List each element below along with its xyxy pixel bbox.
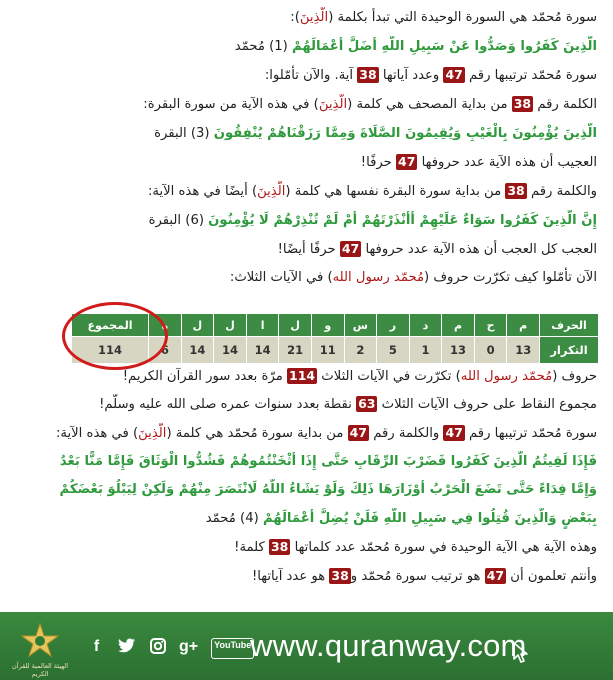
quran-verse-text: إِنَّ الَّذِينَ كَفَرُوا سَوَاءٌ عَلَيْهِمْ أَأَنْذَرْتَهُمْ أَمْ لَمْ تُنْذِرْهُمْ لَا يُؤْمِنُونَ	[208, 213, 597, 228]
social-links	[88, 638, 254, 659]
body-text: هو عدد آياتها!	[251, 569, 330, 584]
body-text: ) في هذه الآية:	[55, 426, 139, 441]
table-letter: ل	[279, 314, 312, 337]
body-text: ) في هذه الآية من سورة البقرة:	[143, 97, 319, 112]
text-line	[14, 394, 597, 416]
body-text: سورة مُحمّد ترتيبها رقم	[464, 426, 597, 441]
text-line	[14, 366, 597, 388]
highlighted-number: 47	[341, 241, 360, 256]
body-text: من بداية سورة البقرة نفسها هي كلمة (	[285, 184, 506, 199]
text-line	[14, 239, 597, 261]
highlighted-word: مُحمّد رسول الله	[332, 270, 425, 285]
highlighted-number: 114	[289, 368, 316, 383]
highlighted-number: 47	[349, 425, 368, 440]
table-count: 5	[377, 337, 410, 364]
body-text: (3) البقرة	[154, 126, 214, 141]
body-text: العجب كل العجب أن هذه الآية عدد حروفها	[361, 242, 597, 257]
text-line	[14, 508, 597, 530]
table-letter: ا	[246, 314, 279, 337]
text-line	[14, 537, 597, 559]
highlighted-word: مُحمّد رسول الله	[460, 369, 553, 384]
table-count-label: التكرار	[540, 337, 599, 364]
body-text: من بداية سورة مُحمّد هي كلمة (	[166, 426, 348, 441]
google-plus-icon[interactable]: g+	[179, 638, 199, 655]
table-count: 2	[344, 337, 377, 364]
table-count: 13	[442, 337, 475, 364]
body-text: حرفًا!	[360, 155, 397, 170]
instagram-icon[interactable]	[149, 638, 166, 659]
table-letter: ل	[181, 314, 214, 337]
text-line	[14, 7, 597, 29]
quran-verse-text: الَّذِينَ كَفَرُوا وَصَدُّوا عَنْ سَبِيلِ اللَّهِ أَضَلَّ أَعْمَالَهُمْ	[292, 39, 597, 54]
text-line	[14, 65, 597, 87]
text-line	[14, 36, 597, 58]
table-count: 13	[507, 337, 540, 364]
body-text: ) أيضًا في هذه الآية:	[147, 184, 258, 199]
body-text: والكلمة رقم	[369, 426, 444, 441]
body-text: (4) مُحمّد	[205, 511, 263, 526]
highlighted-number: 47	[445, 425, 463, 440]
text-line	[14, 566, 597, 588]
text-line	[14, 152, 597, 174]
table-letter: م	[507, 314, 540, 337]
body-text: هو ترتيب سورة مُحمّد و	[350, 569, 485, 584]
body-text: مرّة بعدد سور القرآن الكريم!	[122, 369, 287, 384]
website-url[interactable]: www.quranway.com	[250, 628, 527, 663]
body-text: (6) البقرة	[148, 213, 209, 228]
organization-logo	[4, 622, 76, 676]
text-line	[14, 181, 597, 203]
body-text: ):	[290, 10, 300, 25]
crest-icon	[18, 622, 62, 658]
body-text: ) تكرّرت في الآيات الثلاث	[317, 369, 461, 384]
table-letter: س	[344, 314, 377, 337]
text-line	[14, 123, 597, 145]
text-line	[14, 267, 597, 289]
body-text: (1) مُحمّد	[234, 39, 292, 54]
highlighted-number: 47	[486, 568, 505, 583]
body-text: مجموع النقاط على حروف الآيات الثلاث	[377, 397, 597, 412]
table-count: 11	[311, 337, 344, 364]
table-letter: ل	[214, 314, 247, 337]
text-line	[14, 210, 597, 232]
text-line	[14, 479, 597, 501]
highlighted-number: 38	[359, 67, 377, 82]
table-letter: ر	[377, 314, 410, 337]
cursor-icon	[512, 642, 532, 668]
sum-highlight-circle	[62, 302, 168, 370]
table-letter: د	[409, 314, 442, 337]
table-letter: م	[442, 314, 475, 337]
table-sum-label: المجموع	[72, 314, 149, 337]
highlighted-number: 47	[398, 154, 416, 169]
footer-banner	[0, 612, 613, 680]
highlighted-number: 38	[513, 96, 532, 111]
table-count: 21	[279, 337, 312, 364]
table-count: 14	[246, 337, 279, 364]
quran-verse-text: الَّذِينَ يُؤْمِنُونَ بِالْغَيْبِ وَيُقِيمُونَ الصَّلَاةَ وَمِمَّا رَزَقْنَاهُمْ يُنْفِقُونَ	[213, 126, 597, 141]
table-header-letter-label: الحرف	[540, 314, 599, 337]
highlighted-number: 63	[358, 396, 376, 411]
highlighted-word: الَّذِينَ	[299, 10, 329, 25]
logo-caption: الهيئة العالمية للقرآن الكريم	[12, 662, 68, 678]
highlighted-word: الَّذِينَ	[138, 426, 167, 441]
highlighted-number: 38	[270, 539, 289, 554]
body-text: والكلمة رقم	[526, 184, 597, 199]
body-text: آية. والآن تأمّلوا:	[264, 68, 358, 83]
body-text: الآن تأمّلوا كيف تكرّرت حروف (	[424, 270, 597, 285]
facebook-icon[interactable]: f	[93, 638, 100, 655]
body-text: حروف (	[552, 369, 597, 384]
twitter-icon[interactable]	[118, 638, 136, 659]
text-line	[14, 94, 597, 116]
highlighted-number: 38	[507, 183, 525, 198]
quran-verse-text: فَإِذَا لَقِيتُمُ الَّذِينَ كَفَرُوا فَضَرْبَ الرِّقَابِ حَتَّى إِذَا أَثْخَنْتُمُوهُمْ فَشُدُّوا الْوَثَاقَ فَإِمَّا مَنًّا بَعْدُ	[59, 454, 597, 469]
table-letter: و	[311, 314, 344, 337]
highlighted-word: الَّذِينَ	[318, 97, 348, 112]
table-count: 0	[474, 337, 507, 364]
table-letter: ه	[149, 314, 182, 337]
body-text: من بداية المصحف هي كلمة (	[347, 97, 512, 112]
body-text: الكلمة رقم	[533, 97, 597, 112]
body-text: حرفًا أيضًا!	[277, 242, 340, 257]
highlighted-number: 47	[445, 67, 463, 82]
highlighted-number: 38	[331, 568, 349, 583]
body-text: وعدد آياتها	[378, 68, 444, 83]
body-text: العجيب أن هذه الآية عدد حروفها	[417, 155, 597, 170]
body-text: سورة مُحمّد هي السورة الوحيدة التي تبدأ بكلمة (	[328, 10, 597, 25]
youtube-icon[interactable]: YouTube	[211, 638, 254, 659]
body-text: كلمة!	[234, 540, 269, 555]
table-letter: ح	[474, 314, 507, 337]
body-text: سورة مُحمّد ترتيبها رقم	[464, 68, 597, 83]
body-text: ) في الآيات الثلاث:	[229, 270, 333, 285]
quran-verse-text: وَإِمَّا فِدَاءً حَتَّى تَضَعَ الْحَرْبُ أَوْزَارَهَا ذَلِكَ وَلَوْ يَشَاءُ اللَّهُ لَانْتَصَرَ مِنْهُمْ وَلَكِنْ لِيَبْلُوَ بَعْضَكُمْ	[59, 482, 597, 497]
table-count: 14	[214, 337, 247, 364]
text-line	[14, 451, 597, 473]
table-count: 6	[149, 337, 182, 364]
text-line	[14, 423, 597, 445]
table-count: 14	[181, 337, 214, 364]
body-text: وهذه الآية هي الآية الوحيدة في سورة مُحمّد عدد كلماتها	[290, 540, 597, 555]
quran-verse-text: بِبَعْضٍ وَالَّذِينَ قُتِلُوا فِي سَبِيلِ اللَّهِ فَلَنْ يُضِلَّ أَعْمَالَهُمْ	[262, 511, 597, 526]
table-count: 1	[409, 337, 442, 364]
table-sum-value: 114	[72, 337, 149, 364]
body-text: نقطة بعدد سنوات عمره صلى الله عليه وسلّم!	[99, 397, 357, 412]
body-text: وأنتم تعلمون أن	[506, 569, 597, 584]
highlighted-word: الَّذِينَ	[257, 184, 286, 199]
